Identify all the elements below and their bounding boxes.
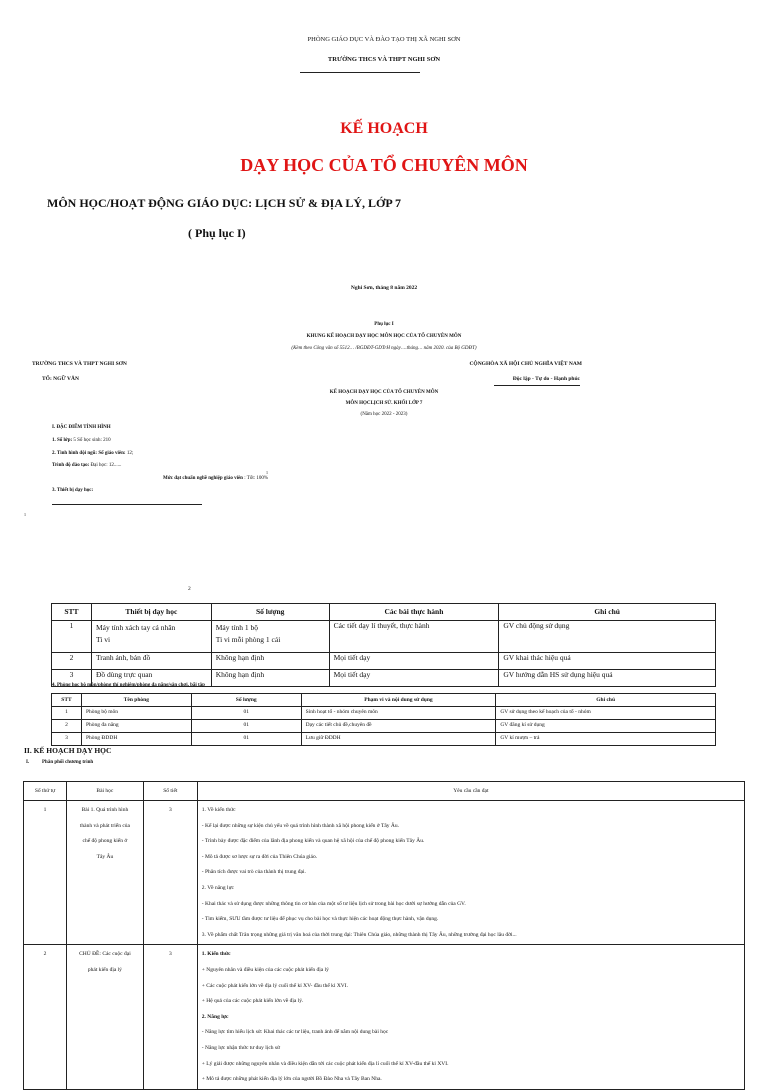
training-level: Trình độ đào tạo: Đại học: 12...... [52, 463, 122, 468]
header-underline [300, 72, 420, 73]
footnote-mark: 1 [24, 512, 26, 517]
lesson-number: 1 [24, 801, 67, 945]
table-cell: 2 [52, 720, 82, 733]
requirement-line: - Năng lực tìm hiểu lịch sử: Khai thác các tư liệu, tranh ảnh để nắm nội dung bài học [201, 1029, 389, 1036]
table-cell: 3 [52, 733, 82, 746]
requirement-line: - Kể lại được những sự kiện chủ yếu về quá trình hình thành xã hội phong kiến ở Tây Âu. [201, 822, 399, 829]
department-header: PHÒNG GIÁO DỤC VÀ ĐÀO TẠO THỊ XÃ NGHI SƠN [307, 36, 461, 43]
table-row [52, 733, 716, 746]
table-cell: Mọi tiết dạy [329, 670, 499, 687]
teacher-standard: Mức đạt chuẩn nghề nghiệp giáo viên : Tốt: 100% [163, 476, 269, 481]
table-header-row [52, 604, 716, 621]
table-cell: 3 [52, 670, 92, 687]
column-header: Số lượng [211, 604, 329, 621]
requirement-line: 1. Kiến thức [201, 951, 231, 958]
lesson-requirements [197, 801, 744, 945]
requirement-line: 2. Năng lực [201, 1013, 229, 1020]
table-cell: Dạy các tiết chủ đề,chuyên đề [301, 720, 496, 733]
table-cell: 2 [52, 653, 92, 670]
table-cell: GV kí mượn – trả [496, 733, 716, 746]
table-cell: Lưu giữ ĐDDH [301, 733, 496, 746]
title-line-1: KẾ HOẠCH [340, 120, 428, 137]
column-header: STT [52, 694, 82, 707]
requirement-line: + Nguyên nhân và điều kiện của các cuộc phát kiến địa lý [201, 966, 329, 973]
equipment-heading: 3. Thiết bị dạy học: [52, 488, 94, 493]
table-cell: 01 [191, 720, 301, 733]
table-cell: Tranh ảnh, bản đồ [91, 653, 211, 670]
column-header: Các bài thực hành [329, 604, 499, 621]
requirement-line: - Phân tích được vai trò của thành thị trung đại. [201, 869, 306, 876]
motto: Độc lập - Tự do - Hạnh phúc [512, 376, 580, 382]
table-cell: Máy tính 1 bộ Ti vi mỗi phòng 1 cái [211, 621, 329, 653]
table-row [24, 945, 745, 1089]
requirement-line: - Khai thác và sử dụng được những thông tin cơ bản của một số tư liệu lịch sử trong bài học dưới sự hướng dẫn của GV. [201, 900, 466, 907]
section2-sub-num: I. [26, 760, 30, 765]
frame-title: KHUNG KẾ HOẠCH DẠY HỌC MÔN HỌC CỦA TỔ CHUYÊN MÔN [306, 334, 462, 339]
table-cell: 1 [52, 621, 92, 653]
lesson-requirements [197, 945, 744, 1089]
requirement-line: 1. Về kiến thức [201, 807, 236, 813]
rooms-table [51, 693, 716, 746]
requirement-line: + Lý giải được những nguyên nhân và điều kiện dẫn tới các cuộc phát kiến địa lí cuối thế kỉ XV-đầu thế kỉ XVI. [201, 1060, 449, 1067]
table-cell: Phòng bộ môn [81, 707, 191, 720]
lesson-title: CHỦ ĐỀ: Các cuộc đại phát kiến địa lý [66, 945, 143, 1089]
column-header: Bài học [66, 782, 143, 801]
appendix-title: ( Phụ lục I) [188, 226, 246, 240]
table-cell: Không hạn định [211, 653, 329, 670]
plan-title: KẾ HOẠCH DẠY HỌC CỦA TỔ CHUYÊN MÔN [329, 390, 439, 395]
lesson-periods: 3 [143, 801, 197, 945]
table-header-row [52, 694, 716, 707]
republic-title: CỘNGHÒA XÃ HỘI CHỦ NGHĨA VIỆT NAM [469, 361, 582, 367]
requirement-line: 2. Về năng lực [201, 884, 235, 891]
left-school: TRƯỜNG THCS VÀ THPT NGHI SƠN [32, 361, 127, 367]
plan-subject: MÔN HỌCLỊCH SỬ. KHỐI LỚP 7 [345, 401, 423, 406]
table-cell: Không hạn định [211, 670, 329, 687]
classes-count: 1. Số lớp: 5 Số học sinh: 210 [52, 438, 111, 443]
table-cell: Phòng đa năng [81, 720, 191, 733]
lesson-number: 2 [24, 945, 67, 1089]
section2-sub-label: Phân phối chương trình [42, 760, 94, 765]
requirement-line: + Các cuộc phát kiến lớn về địa lý cuối thế kỉ XV- đầu thế kỉ XVI. [201, 982, 348, 989]
table-cell: GV hướng dẫn HS sử dụng hiệu quả [499, 670, 716, 687]
column-header: Số thứ tự [24, 782, 67, 801]
table-cell: 1 [52, 707, 82, 720]
school-header: TRƯỜNG THCS VÀ THPT NGHI SƠN [327, 56, 441, 63]
table-row [52, 707, 716, 720]
table-cell: GV sử dụng theo kế hoạch của tổ - nhóm [496, 707, 716, 720]
subject-title: MÔN HỌC/HOẠT ĐỘNG GIÁO DỤC: LỊCH SỬ & ĐỊA LÝ, LỚP 7 [47, 196, 402, 210]
section1-heading: I. ĐẶC ĐIỂM TÌNH HÌNH [52, 425, 111, 430]
appendix-label: Phụ lục I [374, 322, 394, 327]
requirement-line: - Năng lực nhận thức tư duy lịch sử [201, 1044, 281, 1051]
table-cell: Các tiết dạy lí thuyết, thực hành [329, 621, 499, 653]
curriculum-table [23, 781, 745, 1090]
requirement-line: - Trình bày được đặc điểm của lãnh địa phong kiến và quan hệ xã hội của chế độ phong kiến Tây Âu. [201, 838, 425, 845]
table-cell: GV đăng kí sử dụng [496, 720, 716, 733]
plan-year: (Năm học 2022 - 2023) [360, 412, 408, 417]
page-number: 2 [188, 586, 191, 592]
requirement-line: - Tìm kiếm, SƯU tầm được tư liệu để phục vụ cho bài học và thực hiện các hoạt động thực hành, vận dụng. [201, 916, 439, 923]
lesson-periods: 3 [143, 945, 197, 1089]
column-header: Tên phòng [81, 694, 191, 707]
column-header: Ghi chú [499, 604, 716, 621]
requirement-line: + Mô tả được những phát kiến địa lý lớn của người Bồ Đào Nha và Tây Ban Nha. [201, 1076, 382, 1083]
left-group: TỔ: NGỮ VĂN [42, 376, 79, 382]
footnote-separator [52, 504, 202, 505]
lesson-title: Bài 1. Quá trình hình thành và phát triển của chế độ phong kiến ở Tây Âu [66, 801, 143, 945]
column-header: Yêu cầu cần đạt [197, 782, 744, 801]
requirement-line: + Hệ quả của các cuộc phát kiến lớn về địa lý. [201, 998, 304, 1005]
table-row [52, 653, 716, 670]
footnote-superscript: 1 [266, 470, 268, 475]
requirement-line: - Mô tả được sơ lược sự ra đời của Thiên Chúa giáo. [201, 853, 318, 860]
table-header-row [24, 782, 745, 801]
table-cell: Đồ dùng trực quan [91, 670, 211, 687]
table-cell: GV khai thác hiệu quả [499, 653, 716, 670]
section2-heading: II. KẾ HOẠCH DẠY HỌC [24, 746, 112, 755]
column-header: Số tiết [143, 782, 197, 801]
title-line-2: DẠY HỌC CỦA TỔ CHUYÊN MÔN [240, 155, 528, 175]
table-cell: Máy tính xách tay cá nhân Ti vi [91, 621, 211, 653]
column-header: Ghi chú [496, 694, 716, 707]
rooms-heading: 4. Phòng học bộ môn/phòng thí nghiệm/phòng đa năng/sân chơi, bãi tập [52, 683, 205, 688]
table-cell: 01 [191, 733, 301, 746]
column-header: Phạm vi và nội dung sử dụng [301, 694, 496, 707]
staff-info: 2. Tình hình đội ngũ: Số giáo viên: 12; [52, 451, 134, 456]
reference-note: (Kèm theo Công văn số 5512… /BGDĐT-GDTrH ngày….tháng… năm 2020. của Bộ GDĐT) [291, 346, 477, 351]
equipment-table [51, 603, 716, 687]
column-header: STT [52, 604, 92, 621]
table-cell: Phòng ĐDDH [81, 733, 191, 746]
table-cell: Sinh hoạt tổ - nhóm chuyên môn [301, 707, 496, 720]
motto-underline [494, 385, 580, 386]
requirement-line: 3. Về phẩm chất Trân trọng những giá trị văn hoá của thời trung đại: Thiên Chúa giáo, những thành thị Tây Âu, những trường đại học lâu đời... [201, 931, 517, 938]
column-header: Thiết bị dạy học [91, 604, 211, 621]
table-cell: GV chủ động sử dụng [499, 621, 716, 653]
table-cell: Mọi tiết dạy [329, 653, 499, 670]
table-row [52, 720, 716, 733]
table-row [52, 621, 716, 653]
table-row [24, 801, 745, 945]
date-place: Nghi Sơn, tháng 8 năm 2022 [350, 285, 418, 291]
table-cell: 01 [191, 707, 301, 720]
column-header: Số lượng [191, 694, 301, 707]
